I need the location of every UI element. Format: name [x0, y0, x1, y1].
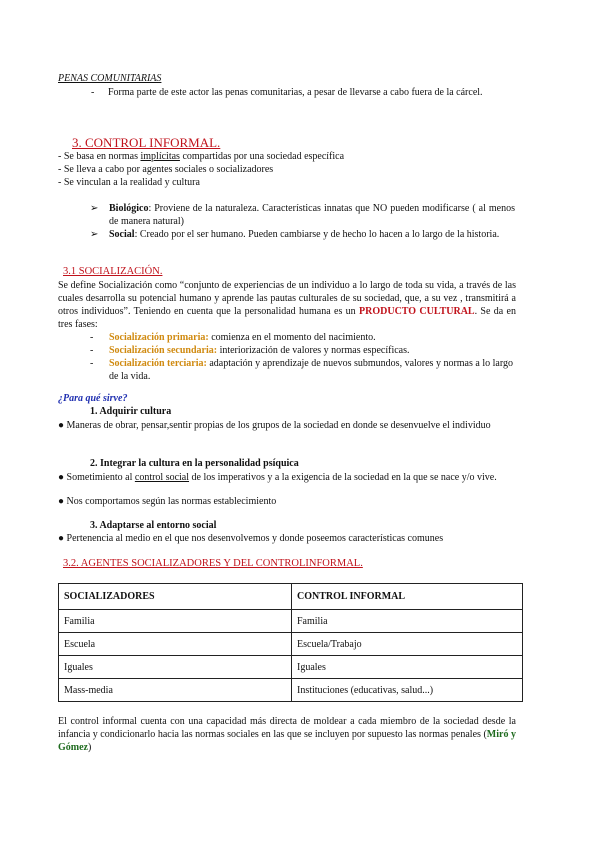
table-header-socializadores: SOCIALIZADORES	[59, 584, 292, 610]
table-cell: Escuela/Trabajo	[292, 633, 523, 656]
item2-text: ● Sometimiento al control social de los imperativos y a la exigencia de la sociedad en la que se nace y/o vive.	[58, 472, 497, 483]
para-que-heading: ¿Para qué sirve?	[58, 393, 128, 404]
agentes-table	[58, 583, 523, 702]
closing-paragraph: El control informal cuenta con una capacidad más directa de moldear a cada miembro de la sociedad desde la infancia y condicionarlo hacia las normas sociales en las que se incluyen por supuesto las normas penales (Miró y Gómez)	[58, 716, 517, 753]
table-cell: Iguales	[292, 656, 523, 679]
social-item: ➢ Social: Creado por el ser humano. Pueden cambiarse y de hecho lo hacen a lo largo de la historia.	[90, 229, 500, 240]
author-miro: Miró	[486, 729, 509, 740]
control-informal-heading: 3. CONTROL INFORMAL.	[72, 135, 221, 150]
table-cell: Instituciones (educativas, salud...)	[292, 679, 523, 702]
socializacion-paragraph: Se define Socialización como “conjunto de experiencias de un individuo a lo largo de toda su vida, a través de las cuales desarrolla su potencial humano y aprende las pautas culturales de su sociedad, que, a su vez , transmitirá a otros individuos”. Teniendo en cuenta que la personalidad humana es un PRODUCTO CULTURAL. Se da en tres fases:	[58, 280, 516, 330]
table-cell: Mass-media	[59, 679, 292, 702]
table-row	[59, 610, 523, 633]
penas-item-text: Forma parte de este actor las penas comunitarias, a pesar de llevarse a cabo fuera de la cárcel.	[108, 87, 483, 98]
fase-item: - Socialización primaria: comienza en el momento del nacimiento.	[90, 332, 376, 343]
item1-text: ● Maneras de obrar, pensar,sentir propias de los grupos de la sociedad en donde se desenvuelve el individuo	[58, 420, 491, 431]
arrow-icon: ➢	[90, 203, 99, 214]
control-informal-line2: - Se lleva a cabo por agentes sociales o socializadores	[58, 164, 274, 175]
fase-item: - Socialización secundaria: interiorización de valores y normas específicas.	[90, 345, 410, 356]
item1-title: 1. Adquirir cultura	[90, 406, 172, 417]
table-row	[59, 633, 523, 656]
item2-text2: ● Nos comportamos según las normas establecimiento	[58, 496, 277, 507]
agentes-heading: 3.2. AGENTES SOCIALIZADORES Y DEL CONTROLINFORMAL.	[63, 558, 363, 569]
socializacion-heading: 3.1 SOCIALIZACIÓN.	[63, 266, 163, 277]
fase-item: - Socialización terciaria: adaptación y aprendizaje de nuevos submundos, valores y normas a lo largo de la vida.	[90, 358, 513, 382]
table-cell: Escuela	[59, 633, 292, 656]
arrow-icon: ➢	[90, 229, 99, 240]
table-cell: Iguales	[59, 656, 292, 679]
item2-title: 2. Integrar la cultura en la personalidad psíquica	[90, 458, 299, 469]
penas-item: - Forma parte de este actor las penas comunitarias, a pesar de llevarse a cabo fuera de la cárcel.	[93, 86, 516, 99]
table-row	[59, 656, 523, 679]
table-header-control-informal: CONTROL INFORMAL	[292, 584, 523, 610]
author-gomez: Gómez	[58, 742, 88, 753]
control-informal-line1: - Se basa en normas implícitas compartidas por una sociedad específica	[58, 151, 345, 162]
control-informal-line3: - Se vinculan a la realidad y cultura	[58, 177, 200, 188]
fases-list	[90, 331, 516, 383]
table-cell: Familia	[59, 610, 292, 633]
producto-cultural: PRODUCTO CULTURAL	[359, 306, 475, 317]
item3-text: ● Pertenencia al medio en el que nos desenvolvemos y donde poseemos características comunes	[58, 533, 444, 544]
table-row	[59, 679, 523, 702]
table-header-row	[59, 584, 523, 610]
biologico-item: ➢ Biológico: Proviene de la naturaleza. Características innatas que NO pueden modificarse ( al menos de manera natural)	[90, 203, 515, 227]
item3-title: 3. Adaptarse al entorno social	[90, 520, 217, 531]
control-informal-list	[58, 150, 344, 189]
table-cell: Familia	[292, 610, 523, 633]
penas-title: PENAS COMUNITARIAS	[58, 73, 162, 84]
